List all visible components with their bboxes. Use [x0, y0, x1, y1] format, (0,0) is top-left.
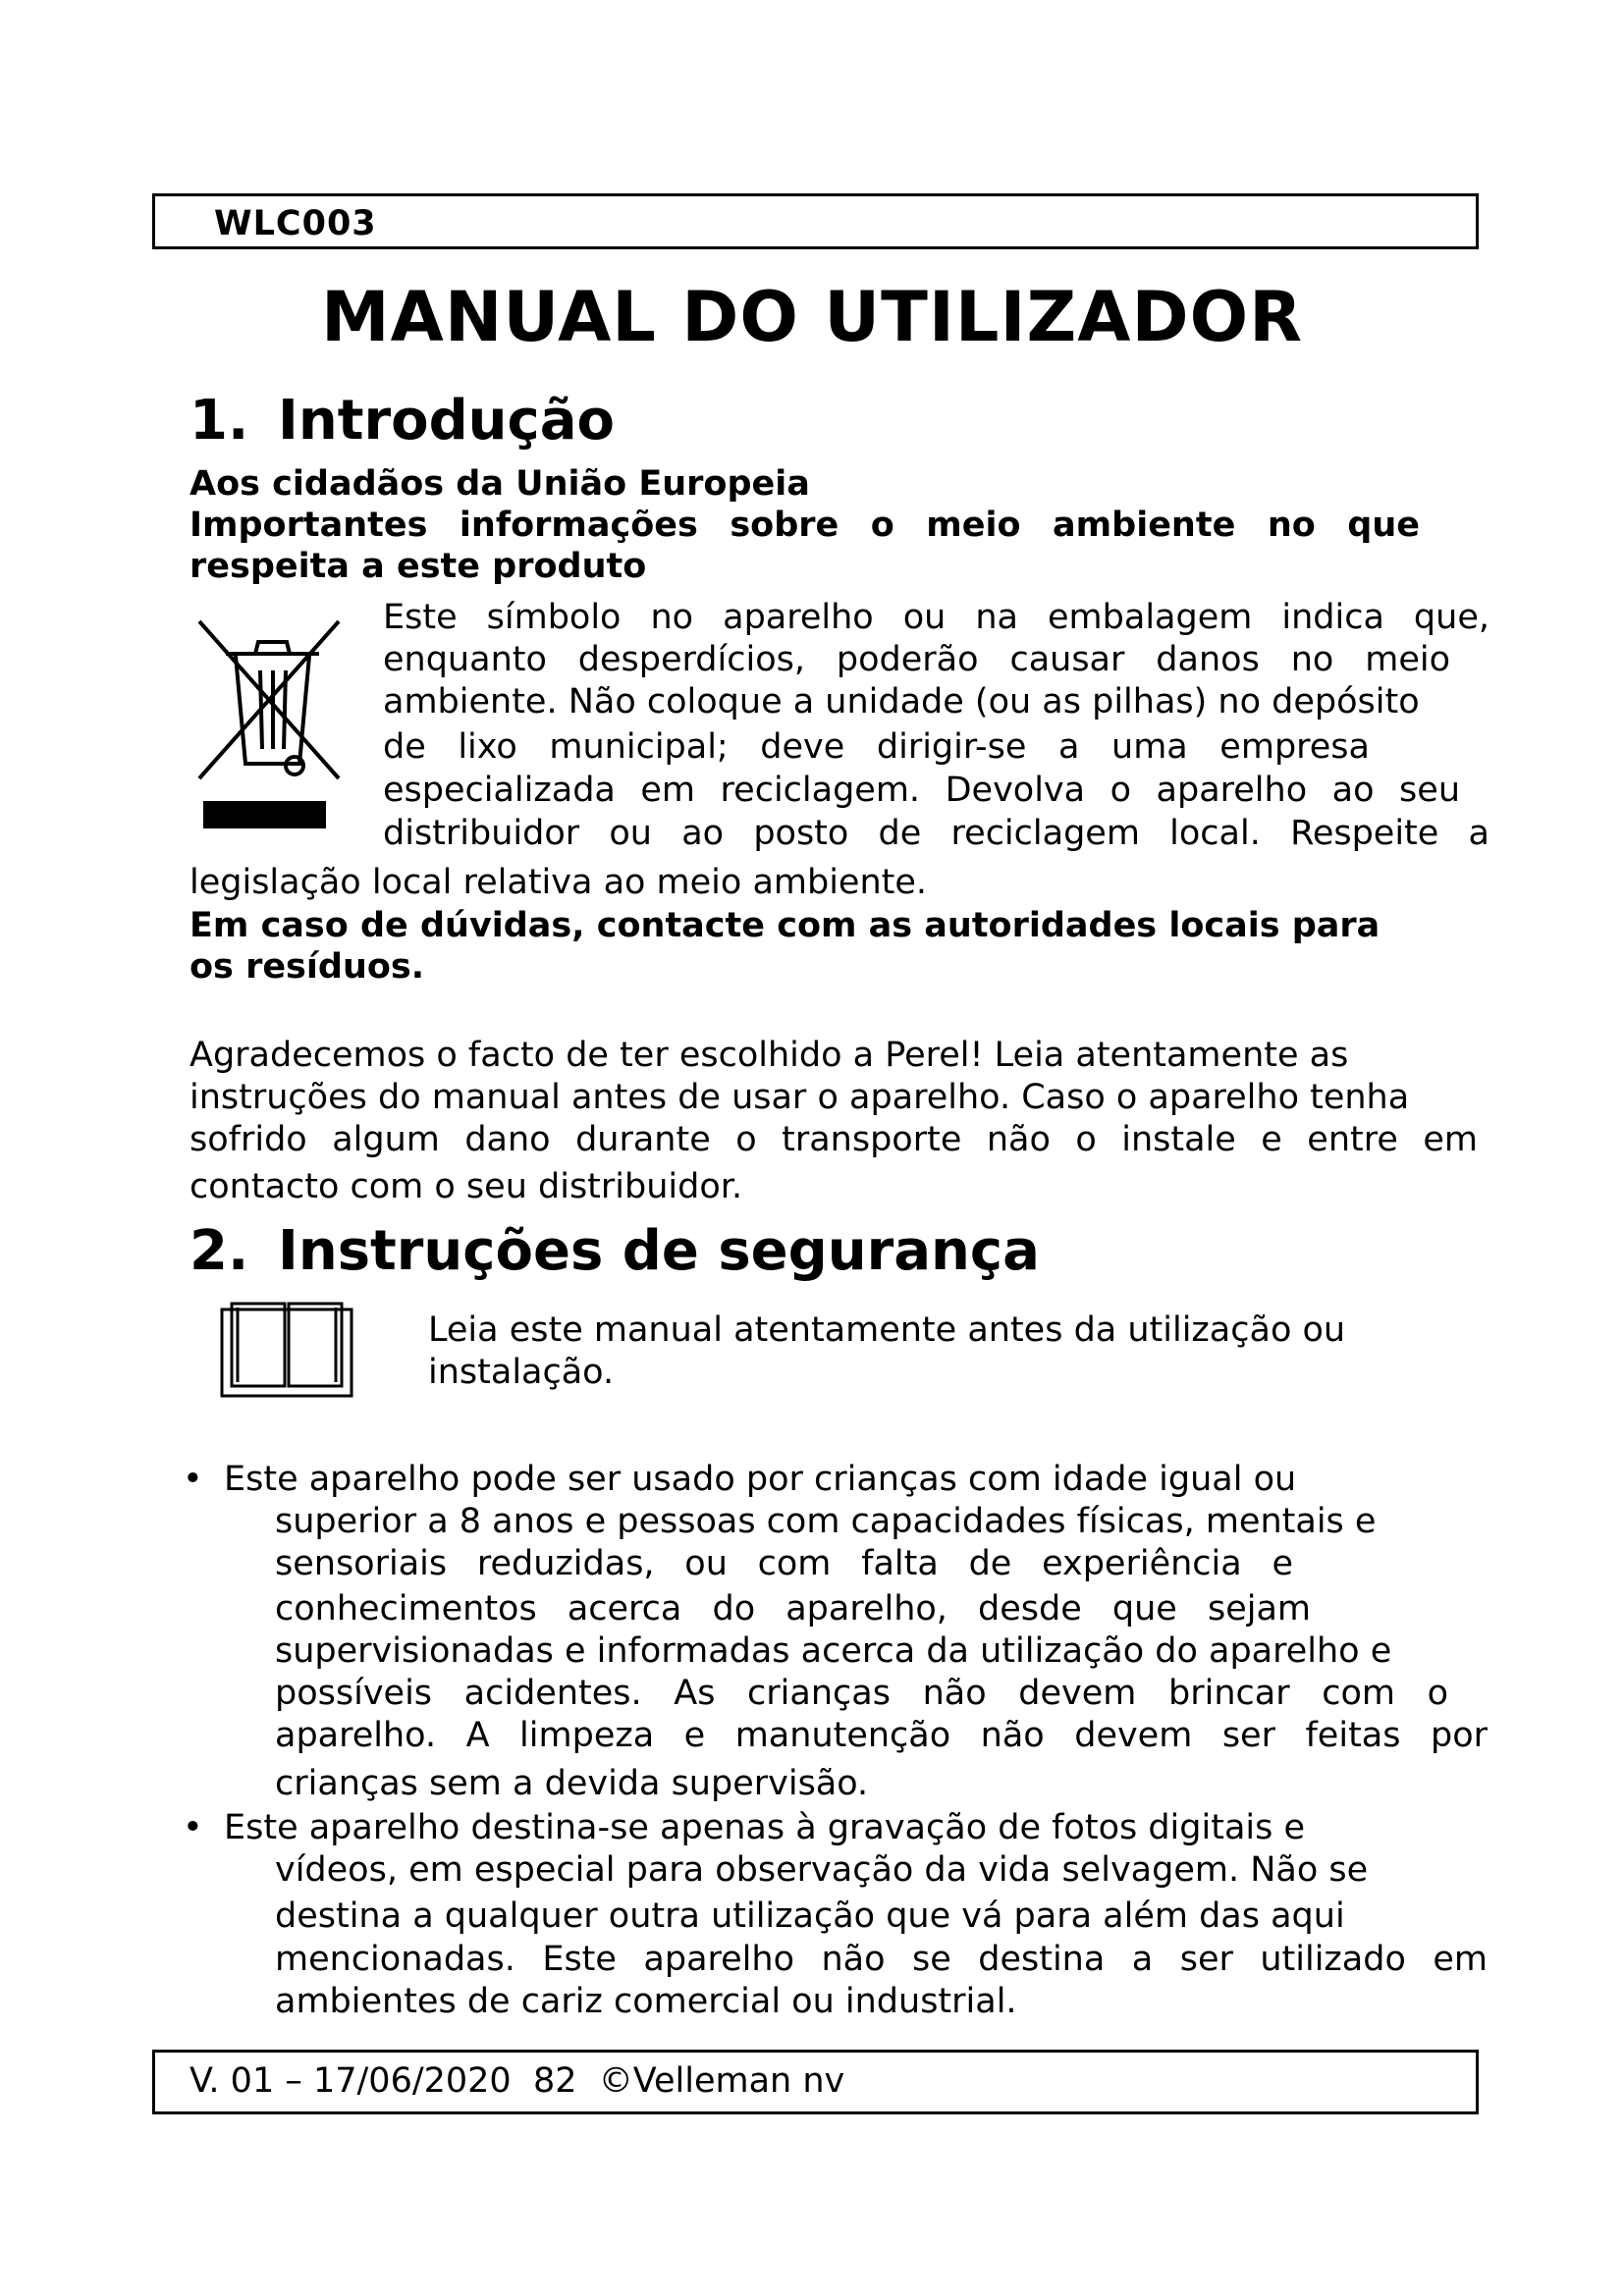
- doubts-line1: Em caso de dúvidas, contacte com as autoridades locais para: [189, 906, 1380, 945]
- book-manual-icon: [218, 1298, 355, 1400]
- env-title-line2: respeita a este produto: [189, 547, 647, 586]
- eu-title: Aos cidadãos da União Europeia: [189, 464, 810, 504]
- weee-line-2: enquanto desperdícios, poderão causar danos no meio: [383, 640, 1450, 679]
- doubts-line2: os resíduos.: [189, 947, 425, 987]
- bullet-2-line-2: vídeos, em especial para observação da vida selvagem. Não se: [275, 1850, 1369, 1890]
- thanks-line-1: Agradecemos o facto de ter escolhido a Perel! Leia atentamente as: [189, 1036, 1349, 1075]
- section-2-number: 2.: [189, 1219, 249, 1283]
- thanks-line-3: sofrido algum dano durante o transporte não o instale e entre em: [189, 1120, 1478, 1159]
- bullet-2-first-line: Este aparelho destina-se apenas à gravação de fotos digitais e: [224, 1808, 1306, 1847]
- document-title: MANUAL DO UTILIZADOR: [321, 277, 1303, 357]
- bullet-2-line-4: mencionadas. Este aparelho não se destina a ser utilizado em: [275, 1940, 1488, 1979]
- thanks-line-2: instruções do manual antes de usar o aparelho. Caso o aparelho tenha: [189, 1078, 1410, 1117]
- weee-line-3: ambiente. Não coloque a unidade (ou as pilhas) no depósito: [383, 682, 1420, 721]
- bullet-1-line-7: aparelho. A limpeza e manutenção não devem ser feitas por: [275, 1716, 1488, 1755]
- bullet-1-line-6: possíveis acidentes. As crianças não devem brincar com o: [275, 1674, 1448, 1713]
- bullet-2-last-line: ambientes de cariz comercial ou industrial.: [275, 1982, 1017, 2021]
- bullet-1-line-2: superior a 8 anos e pessoas com capacidades físicas, mentais e: [275, 1502, 1377, 1541]
- bullet-1-first-line: Este aparelho pode ser usado por crianças com idade igual ou: [224, 1460, 1297, 1499]
- bullet-1-marker: •: [183, 1460, 203, 1499]
- section-1-title: Introdução: [278, 389, 615, 453]
- section-2-heading: [189, 1219, 1040, 1283]
- bullet-2-marker: •: [183, 1808, 203, 1847]
- weee-line-6: distribuidor ou ao posto de reciclagem local. Respeite a: [383, 814, 1489, 853]
- section-1-number: 1.: [189, 389, 249, 453]
- section-1-heading: [189, 389, 615, 453]
- weee-last-line: legislação local relativa ao meio ambiente.: [189, 863, 928, 902]
- model-number: WLC003: [214, 204, 377, 243]
- footer-text: V. 01 – 17/06/2020 82 ©Velleman nv: [189, 2061, 845, 2101]
- bullet-1-last-line: crianças sem a devida supervisão.: [275, 1764, 869, 1803]
- section-2-title: Instruções de segurança: [278, 1219, 1040, 1283]
- thanks-last-line: contacto com o seu distribuidor.: [189, 1167, 743, 1206]
- bullet-2-line-3: destina a qualquer outra utilização que vá para além das aqui: [275, 1896, 1345, 1936]
- bullet-1-line-5: supervisionadas e informadas acerca da utilização do aparelho e: [275, 1631, 1392, 1671]
- weee-line-5: especializada em reciclagem. Devolva o aparelho ao seu: [383, 771, 1460, 810]
- bullet-1-line-4: conhecimentos acerca do aparelho, desde que sejam: [275, 1589, 1311, 1629]
- weee-line-4: de lixo municipal; deve dirigir-se a uma empresa: [383, 727, 1370, 767]
- weee-line-1: Este símbolo no aparelho ou na embalagem indica que,: [383, 598, 1489, 637]
- weee-bin-icon: [191, 616, 344, 832]
- env-title-line1: Importantes informações sobre o meio ambiente no que: [189, 506, 1420, 545]
- bullet-1-line-3: sensoriais reduzidas, ou com falta de experiência e: [275, 1544, 1293, 1583]
- read-manual-line1: Leia este manual atentamente antes da utilização ou: [428, 1310, 1346, 1350]
- read-manual-line2: instalação.: [428, 1353, 615, 1392]
